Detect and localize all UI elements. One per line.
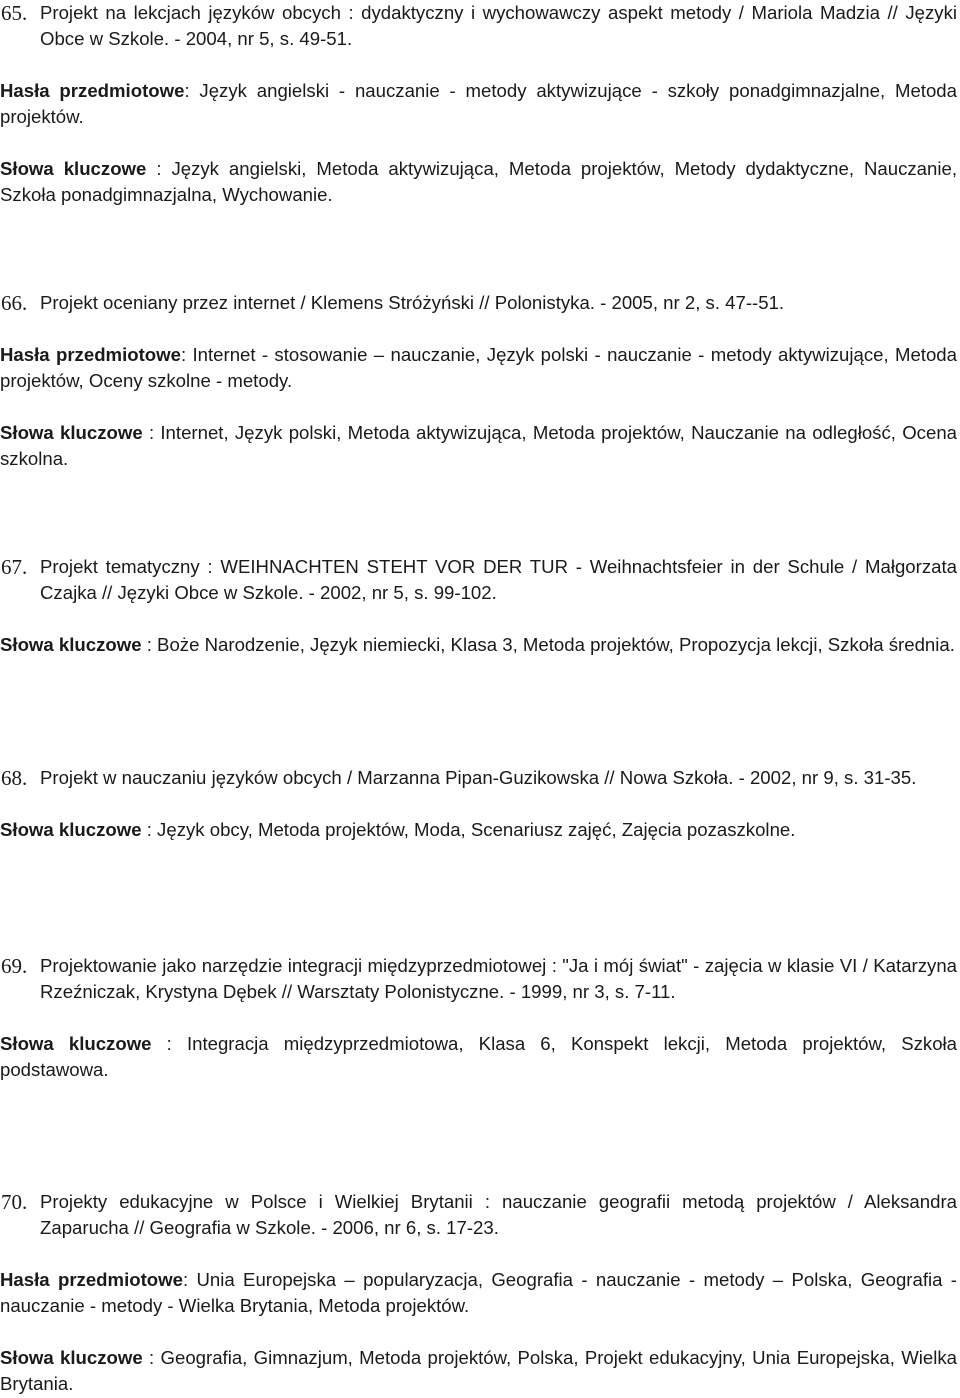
keywords-text: : Język angielski, Metoda aktywizująca, Metoda projektów, Metody dydaktyczne, Nauczanie, Szkoła ponadgimnazjalna, Wychowanie. bbox=[0, 158, 958, 205]
keywords-label: Słowa kluczowe bbox=[0, 1033, 152, 1054]
subject-headings bbox=[0, 342, 957, 394]
keywords-text: : Geografia, Gimnazjum, Metoda projektów, Polska, Projekt edukacyjny, Unia Europejska, Wielka Brytania. bbox=[0, 1347, 957, 1394]
keywords-text: : Integracja międzyprzedmiotowa, Klasa 6, Konspekt lekcji, Metoda projektów, Szkoła podstawowa. bbox=[0, 1033, 958, 1080]
entry-title: Projektowanie jako narzędzie integracji międzyprzedmiotowej : "Ja i mój świat" - zajęcia w klasie VI / Katarzyna Rzeźniczak, Krystyna Dębek // Warsztaty Polonistyczne. - 1999, nr 3, s. 7-11. bbox=[40, 955, 957, 1002]
entry-title-block bbox=[0, 290, 957, 316]
keywords-label: Słowa kluczowe bbox=[0, 1347, 143, 1368]
keywords bbox=[0, 1031, 957, 1083]
keywords-text: : Język obcy, Metoda projektów, Moda, Scenariusz zajęć, Zajęcia pozaszkolne. bbox=[141, 819, 796, 840]
bibliography-entry-65 bbox=[0, 0, 957, 208]
subject-headings-label: Hasła przedmiotowe bbox=[0, 80, 185, 101]
bibliography-entry-67 bbox=[0, 554, 957, 658]
entry-title: Projekt na lekcjach języków obcych : dydaktyczny i wychowawczy aspekt metody / Mariola Madzia // Języki Obce w Szkole. - 2004, nr 5, s. 49-51. bbox=[40, 2, 957, 49]
bibliography-entry-69 bbox=[0, 953, 957, 1083]
entry-title: Projekt w nauczaniu języków obcych / Marzanna Pipan-Guzikowska // Nowa Szkoła. - 2002, nr 9, s. 31-35. bbox=[40, 767, 917, 788]
keywords-label: Słowa kluczowe bbox=[0, 634, 142, 655]
bibliography-entry-68 bbox=[0, 765, 957, 843]
subject-headings bbox=[0, 1267, 957, 1319]
subject-headings bbox=[0, 78, 957, 130]
subject-headings-text: : Unia Europejska – popularyzacja, Geografia - nauczanie - metody – Polska, Geografia - nauczanie - metody - Wielka Brytania, Metoda projektów. bbox=[0, 1269, 957, 1316]
subject-headings-label: Hasła przedmiotowe bbox=[0, 1269, 183, 1290]
entry-number: 65. bbox=[1, 1, 28, 25]
entry-number: 67. bbox=[1, 555, 28, 579]
keywords bbox=[0, 156, 957, 208]
keywords bbox=[0, 420, 957, 472]
entry-number: 68. bbox=[1, 766, 28, 790]
keywords-label: Słowa kluczowe bbox=[0, 158, 147, 179]
keywords bbox=[0, 632, 957, 658]
entry-title-block bbox=[0, 0, 957, 52]
bibliography-entry-66 bbox=[0, 290, 957, 472]
entry-number: 70. bbox=[1, 1190, 28, 1214]
entry-title: Projekt tematyczny : WEIHNACHTEN STEHT VOR DER TUR - Weihnachtsfeier in der Schule / Małgorzata Czajka // Języki Obce w Szkole. - 2002, nr 5, s. 99-102. bbox=[40, 556, 957, 603]
entry-number: 66. bbox=[1, 291, 28, 315]
keywords bbox=[0, 1345, 957, 1397]
keywords-text: : Internet, Język polski, Metoda aktywizująca, Metoda projektów, Nauczanie na odległość, Ocena szkolna. bbox=[0, 422, 957, 469]
keywords-text: : Boże Narodzenie, Język niemiecki, Klasa 3, Metoda projektów, Propozycja lekcji, Szkoła średnia. bbox=[141, 634, 955, 655]
entry-title: Projekt oceniany przez internet / Klemens Stróżyński // Polonistyka. - 2005, nr 2, s. 47--51. bbox=[40, 292, 785, 313]
subject-headings-text: : Internet - stosowanie – nauczanie, Język polski - nauczanie - metody aktywizujące, Metoda projektów, Oceny szkolne - metody. bbox=[0, 344, 957, 391]
keywords-label: Słowa kluczowe bbox=[0, 422, 143, 443]
subject-headings-text: : Język angielski - nauczanie - metody aktywizujące - szkoły ponadgimnazjalne, Metoda projektów. bbox=[0, 80, 957, 127]
entry-title-block bbox=[0, 1189, 957, 1241]
entry-title-block bbox=[0, 953, 957, 1005]
subject-headings-label: Hasła przedmiotowe bbox=[0, 344, 181, 365]
keywords-label: Słowa kluczowe bbox=[0, 819, 142, 840]
entry-title-block bbox=[0, 554, 957, 606]
entry-title-block bbox=[0, 765, 957, 791]
entry-number: 69. bbox=[1, 954, 28, 978]
entry-title: Projekty edukacyjne w Polsce i Wielkiej Brytanii : nauczanie geografii metodą projektów / Aleksandra Zaparucha // Geografia w Szkole. - 2006, nr 6, s. 17-23. bbox=[40, 1191, 957, 1238]
bibliography-entry-70 bbox=[0, 1189, 957, 1397]
keywords bbox=[0, 817, 957, 843]
